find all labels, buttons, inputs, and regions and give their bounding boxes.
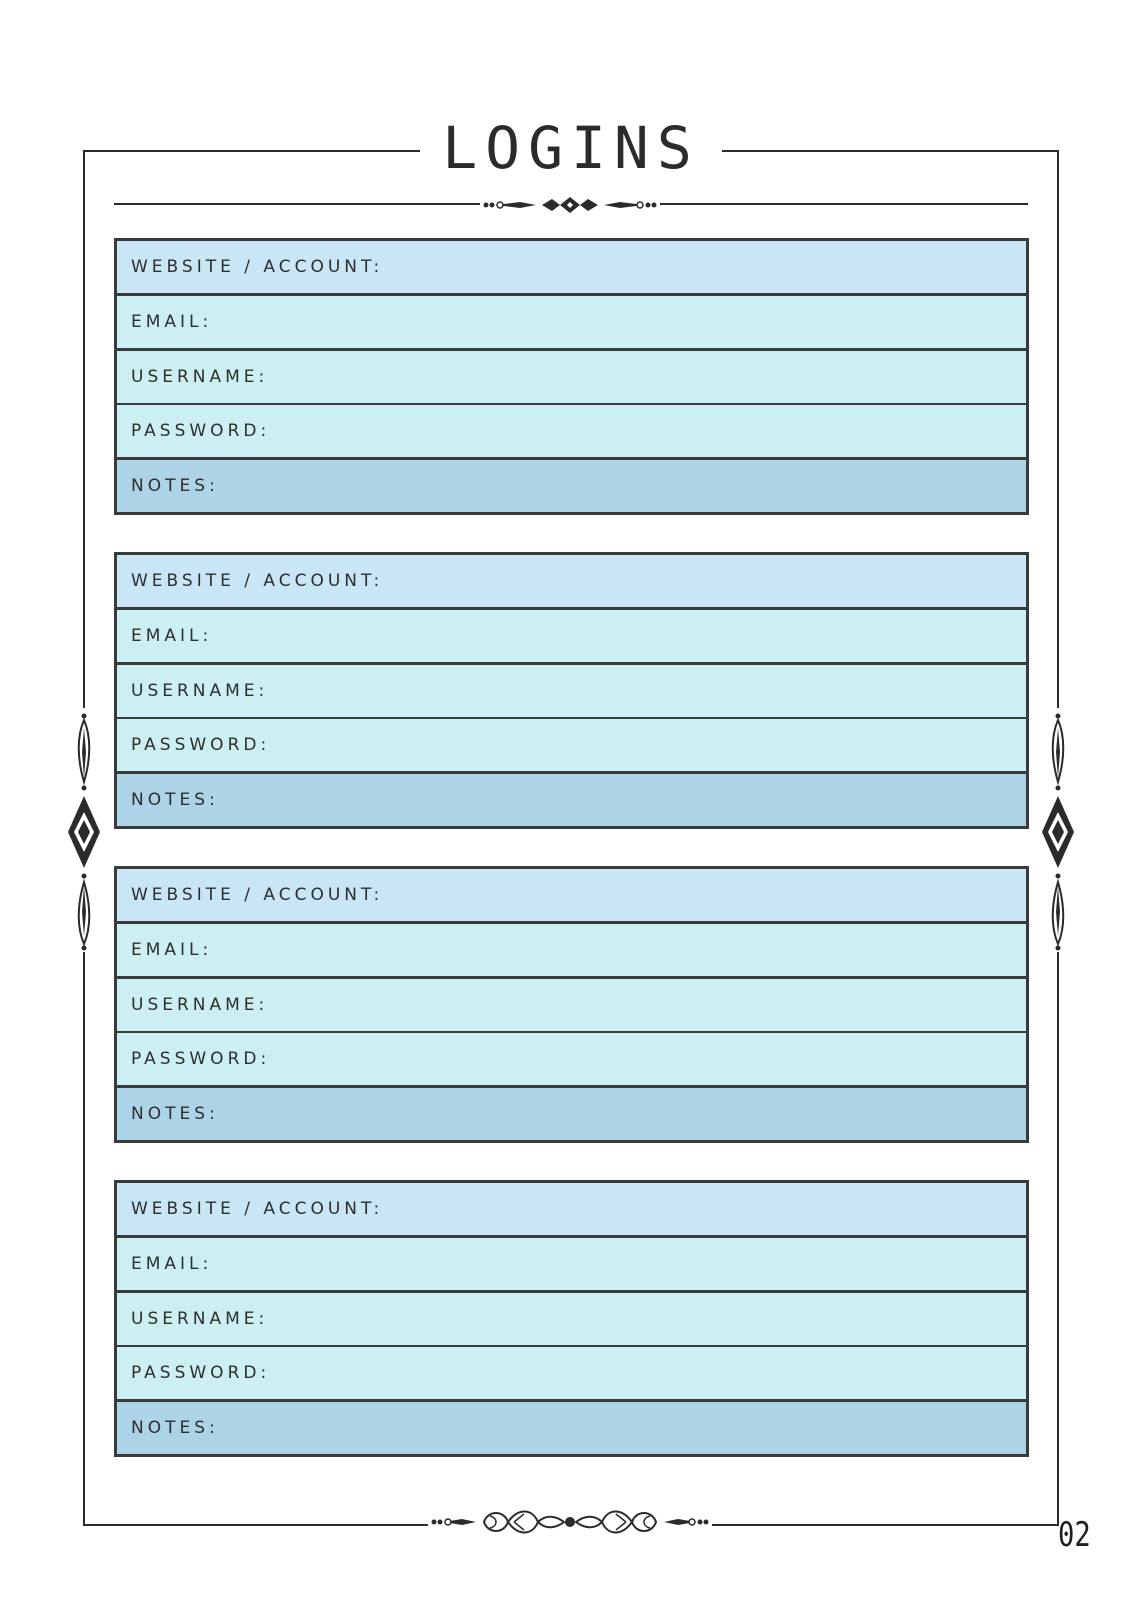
email-field[interactable] <box>117 610 1026 662</box>
notes-label: NOTES: <box>131 1418 219 1438</box>
login-card <box>114 552 1029 829</box>
username-field[interactable] <box>117 351 1026 403</box>
email-label: EMAIL: <box>131 940 213 960</box>
email-label: EMAIL: <box>131 312 213 332</box>
login-card <box>114 1180 1029 1457</box>
diamond-flourish-icon <box>1038 712 1078 952</box>
scroll-flourish-icon <box>428 1504 712 1540</box>
password-field[interactable] <box>117 1033 1026 1085</box>
email-field[interactable] <box>117 924 1026 976</box>
email-label: EMAIL: <box>131 1254 213 1274</box>
login-card <box>114 866 1029 1143</box>
website-account-label: WEBSITE / ACCOUNT: <box>131 257 384 277</box>
email-label: EMAIL: <box>131 626 213 646</box>
password-label: PASSWORD: <box>131 1363 271 1383</box>
website-account-field[interactable] <box>117 1183 1026 1235</box>
password-label: PASSWORD: <box>131 421 271 441</box>
login-card <box>114 238 1029 515</box>
website-account-label: WEBSITE / ACCOUNT: <box>131 571 384 591</box>
website-account-field[interactable] <box>117 869 1026 921</box>
page-number: 02 <box>1058 1515 1091 1555</box>
username-label: USERNAME: <box>131 995 269 1015</box>
username-label: USERNAME: <box>131 681 269 701</box>
username-label: USERNAME: <box>131 367 269 387</box>
username-label: USERNAME: <box>131 1309 269 1329</box>
notes-label: NOTES: <box>131 476 219 496</box>
email-field[interactable] <box>117 1238 1026 1290</box>
notes-label: NOTES: <box>131 790 219 810</box>
page-title: LOGINS <box>442 114 700 182</box>
password-field[interactable] <box>117 1347 1026 1399</box>
notes-field[interactable] <box>117 774 1026 826</box>
password-label: PASSWORD: <box>131 735 271 755</box>
password-label: PASSWORD: <box>131 1049 271 1069</box>
ornamental-divider-icon <box>480 193 660 217</box>
username-field[interactable] <box>117 979 1026 1031</box>
email-field[interactable] <box>117 296 1026 348</box>
password-field[interactable] <box>117 719 1026 771</box>
website-account-label: WEBSITE / ACCOUNT: <box>131 885 384 905</box>
notes-field[interactable] <box>117 1088 1026 1140</box>
password-field[interactable] <box>117 405 1026 457</box>
website-account-field[interactable] <box>117 555 1026 607</box>
website-account-label: WEBSITE / ACCOUNT: <box>131 1199 384 1219</box>
notes-field[interactable] <box>117 1402 1026 1454</box>
username-field[interactable] <box>117 665 1026 717</box>
username-field[interactable] <box>117 1293 1026 1345</box>
website-account-field[interactable] <box>117 241 1026 293</box>
notes-label: NOTES: <box>131 1104 219 1124</box>
diamond-flourish-icon <box>64 712 104 952</box>
notes-field[interactable] <box>117 460 1026 512</box>
